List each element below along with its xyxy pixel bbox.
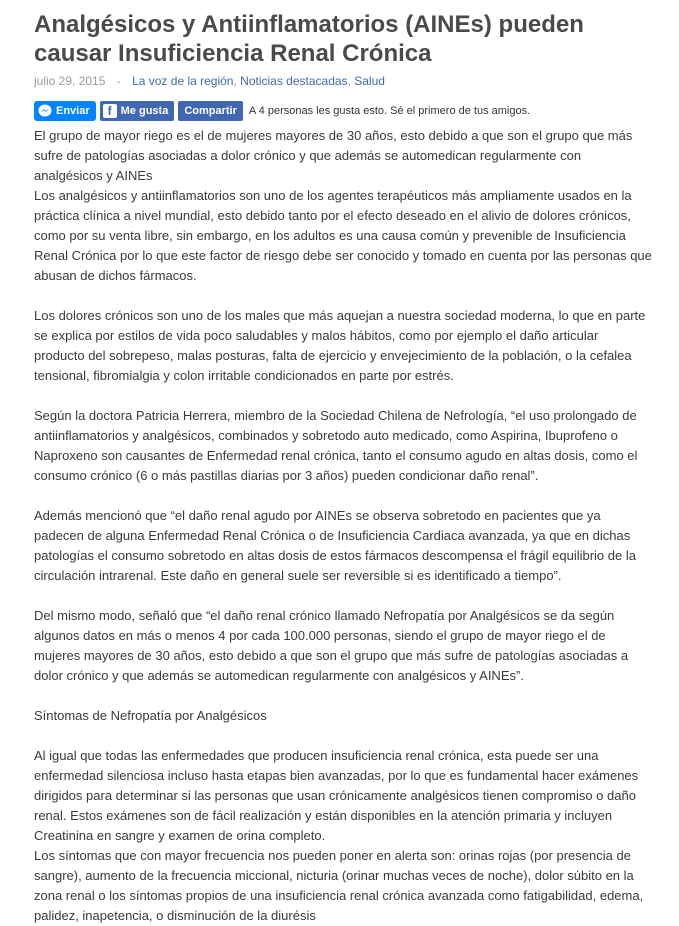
social-bar — [34, 100, 530, 122]
facebook-icon: f — [103, 104, 117, 118]
post-date: julio 29, 2015 — [34, 74, 106, 88]
category-link-la-voz[interactable]: La voz de la región — [132, 74, 234, 88]
article-title: Analgésicos y Antiinflamatorios (AINEs) pueden causar Insuficiencia Renal Crónica — [34, 11, 584, 67]
paragraph: Al igual que todas las enfermedades que producen insuficiencia renal crónica, esta puede ser una enfermedad silenciosa incluso hasta etapas bien avanzadas, por lo que es fundamental hacer exámenes dirigidos para determinar si las personas que usan crónicamente analgésicos tienen compromiso o daño renal. Estos exámenes son de fácil realización y están disponibles en la atención primaria y incluyen Creatinina en sangre y examen de orina completo. — [34, 748, 639, 843]
share-label: Compartir — [184, 105, 237, 117]
like-count-text: A 4 personas les gusta esto. Sé el primero de tus amigos. — [248, 105, 531, 117]
category-link-salud[interactable]: Salud — [354, 74, 385, 88]
like-label: Me gusta — [120, 105, 169, 117]
messenger-icon — [38, 104, 52, 118]
send-button[interactable] — [34, 101, 96, 121]
send-label: Enviar — [56, 105, 90, 117]
paragraph: Además mencionó que “el daño renal agudo por AINEs se observa sobretodo en pacientes que ya padecen de alguna Enfermedad Renal Crónica o de Insuficiencia Cardiaca avanzada, ya que en dichas patologías el consumo sobretodo en altas dosis de estos fármacos descompensa el frágil equilibrio de la circulación intrarenal. Este daño en general suele ser reversible si es identificado a tiempo”. — [34, 508, 636, 583]
paragraph: Según la doctora Patricia Herrera, miembro de la Sociedad Chilena de Nefrología, “el uso prolongado de antiinflamatorios y analgésicos, combinados y sobretodo auto medicado, como Aspirina, Ibuprofeno o Naproxeno son causantes de Enfermedad renal crónica, tanto el consumo agudo en altas dosis, como el consumo crónico (6 o más pastillas diarias por 3 años) pueden condicionar daño renal”. — [34, 408, 638, 483]
share-button[interactable] — [178, 101, 243, 121]
category-link-noticias[interactable]: Noticias destacadas — [240, 74, 348, 88]
section-subheading: Síntomas de Nefropatía por Analgésicos — [34, 708, 267, 723]
paragraph: Del mismo modo, señaló que “el daño renal crónico llamado Nefropatía por Analgésicos se da según algunos datos en más o menos 4 por cada 100.000 personas, siendo el grupo de mayor riego el de mujeres mayores de 30 años, esto debido a que son el grupo que más sufre de patologías asociadas a dolor crónico y que además se automedican regularmente con analgésicos y AINEs”. — [34, 608, 629, 683]
meta-separator: - — [116, 74, 121, 88]
article-body — [34, 126, 652, 926]
like-button[interactable] — [100, 101, 175, 121]
paragraph: Los síntomas que con mayor frecuencia nos pueden poner en alerta son: orinas rojas (por presencia de sangre), aumento de la frecuencia miccional, nicturia (orinar muchas veces de noche), dolor súbito en la zona renal o los síntomas propios de una insuficiencia renal crónica avanzada como fatigabilidad, edema, palidez, inapetencia, o disminución de la diurésis — [34, 848, 644, 923]
paragraph: Los dolores crónicos son uno de los males que más aquejan a nuestra sociedad moderna, lo que en parte se explica por estilos de vida poco saludables y malos hábitos, como por ejemplo el daño articular producto del sobrepeso, malas posturas, falta de ejercicio y envejecimiento de la población, o la cefalea tensional, fibromialgia y colon irritable condicionados en parte por estrés. — [34, 308, 646, 383]
paragraph: El grupo de mayor riego es el de mujeres mayores de 30 años, esto debido a que son el grupo que más sufre de patologías asociadas a dolor crónico y que además se automedican regularmente con analgésicos y AINEs — [34, 128, 633, 183]
article-meta: julio 29, 2015 - La voz de la región, Noticias destacadas, Salud — [34, 74, 385, 88]
paragraph: Los analgésicos y antiinflamatorios son uno de los agentes terapéuticos más ampliamente usados en la práctica clínica a nivel mundial, esto debido tanto por el efecto deseado en el alivio de dolores crónicos, como por su venta libre, sin embargo, en los adultos es una causa común y prevenible de Insuficiencia Renal Crónica por lo que este factor de riesgo debe ser conocido y tomado en cuenta por las personas que abusan de dichos fármacos. — [34, 188, 652, 283]
